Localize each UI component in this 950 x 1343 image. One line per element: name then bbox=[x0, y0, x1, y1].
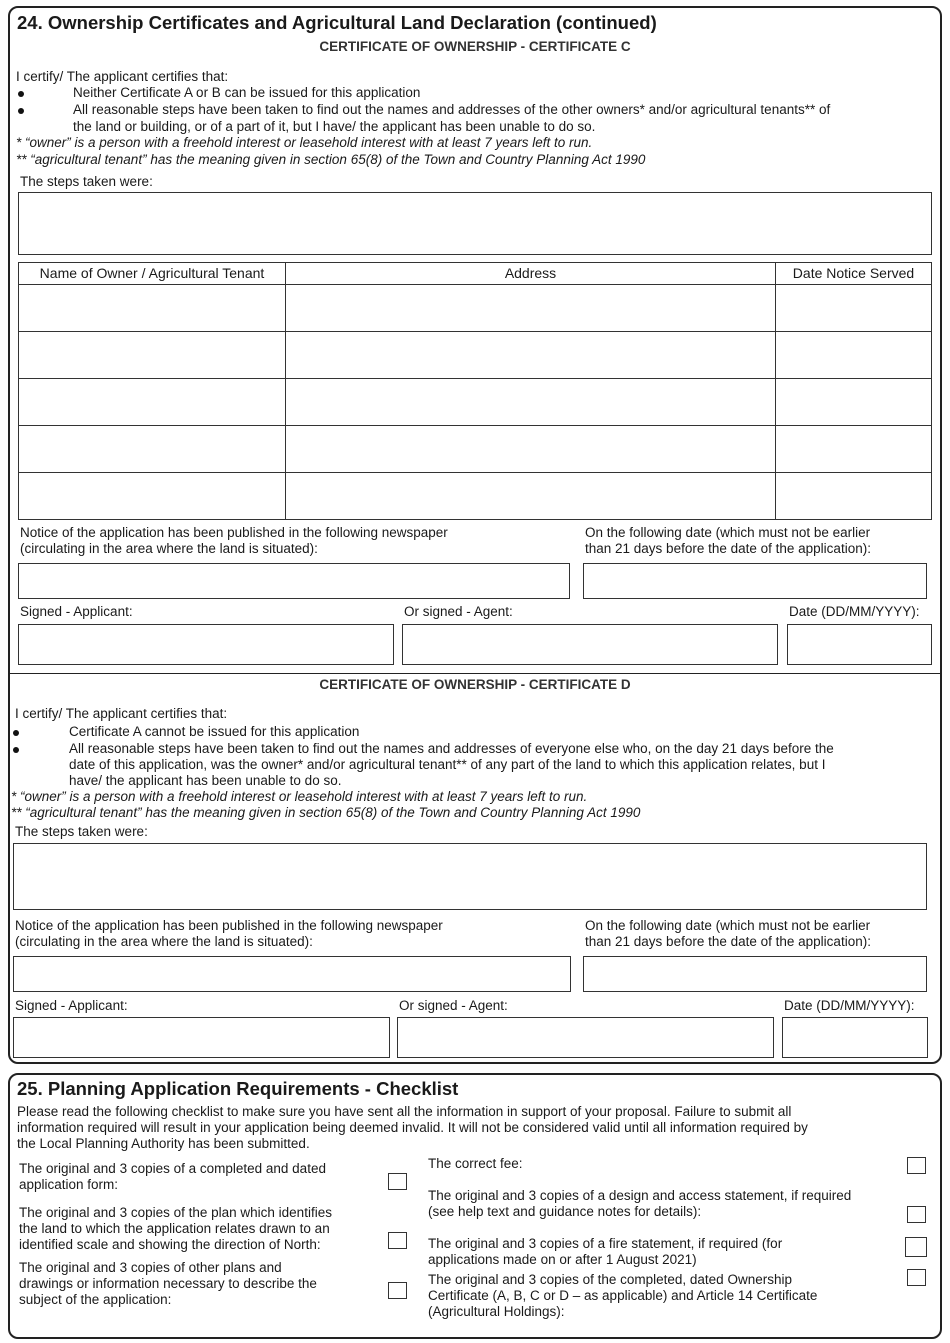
certificate-d-steps-input[interactable] bbox=[13, 843, 927, 910]
certificate-c-bullet-1: Neither Certificate A or B can be issued for this application bbox=[73, 85, 421, 100]
notice-date-cell[interactable] bbox=[776, 426, 932, 473]
certificate-d-signed-applicant-label: Signed - Applicant: bbox=[15, 998, 128, 1013]
checklist-item-fire-statement: The original and 3 copies of a fire statement, if required (for applications made on or after 1 August 2021) bbox=[428, 1236, 783, 1267]
notice-date-cell[interactable] bbox=[776, 379, 932, 426]
certificate-d-bullet-1: Certificate A cannot be issued for this application bbox=[69, 724, 360, 739]
certificate-c-signed-applicant-label: Signed - Applicant: bbox=[20, 604, 133, 619]
certificate-c-bullet-2-line-1: All reasonable steps have been taken to find out the names and addresses of the other owners* and/or agricultural tenants** of bbox=[73, 102, 831, 117]
certificate-c-publish-date-input[interactable] bbox=[583, 563, 927, 599]
certificate-d-applicant-signature-input[interactable] bbox=[13, 1017, 390, 1058]
owner-address-cell[interactable] bbox=[286, 426, 776, 473]
certificate-d-steps-label: The steps taken were: bbox=[15, 824, 148, 839]
owner-name-cell[interactable] bbox=[19, 379, 286, 426]
table-row bbox=[19, 473, 932, 520]
certificate-d-date-label-2: than 21 days before the date of the application): bbox=[585, 934, 871, 949]
correct-fee-checkbox[interactable] bbox=[907, 1157, 926, 1174]
checklist-item-other-plans: The original and 3 copies of other plans and drawings or information necessary to describe the subject of the application: bbox=[19, 1260, 317, 1307]
owner-name-cell[interactable] bbox=[19, 426, 286, 473]
owners-table bbox=[18, 262, 932, 520]
location-plan-checkbox[interactable] bbox=[388, 1232, 407, 1249]
certificate-d-heading: CERTIFICATE OF OWNERSHIP - CERTIFICATE D bbox=[319, 677, 631, 692]
checklist-intro-line-3: the Local Planning Authority has been submitted. bbox=[17, 1136, 310, 1151]
ownership-certificate-checkbox[interactable] bbox=[907, 1269, 926, 1286]
certificate-c-newspaper-label-1: Notice of the application has been published in the following newspaper bbox=[20, 525, 448, 540]
certificate-c-tenant-note: ** “agricultural tenant” has the meaning given in section 65(8) of the Town and Country Planning Act 1990 bbox=[16, 152, 646, 167]
owner-name-cell[interactable] bbox=[19, 285, 286, 332]
certificate-c-steps-label: The steps taken were: bbox=[20, 174, 153, 189]
application-form-checkbox[interactable] bbox=[388, 1173, 407, 1190]
owner-address-cell[interactable] bbox=[286, 285, 776, 332]
section-25-checklist bbox=[8, 1073, 942, 1339]
certificate-d-newspaper-label-2: (circulating in the area where the land is situated): bbox=[15, 934, 313, 949]
table-row bbox=[19, 285, 932, 332]
certificate-d-date-input[interactable] bbox=[782, 1017, 928, 1058]
certificate-c-owner-note: * “owner” is a person with a freehold interest or leasehold interest with at least 7 years left to run. bbox=[16, 135, 593, 150]
section-25-title: 25. Planning Application Requirements - Checklist bbox=[17, 1078, 459, 1099]
certificate-c-date-signed-label: Date (DD/MM/YYYY): bbox=[789, 604, 920, 619]
section-24-title: 24. Ownership Certificates and Agricultural Land Declaration (continued) bbox=[17, 12, 657, 33]
checklist-item-correct-fee: The correct fee: bbox=[428, 1156, 523, 1171]
certificate-d-newspaper-input[interactable] bbox=[13, 956, 571, 992]
owner-name-cell[interactable] bbox=[19, 473, 286, 520]
notice-date-cell[interactable] bbox=[776, 332, 932, 379]
certificate-c-date-input[interactable] bbox=[787, 624, 932, 665]
certificate-c-applicant-signature-input[interactable] bbox=[18, 624, 394, 665]
owners-table-header-name: Name of Owner / Agricultural Tenant bbox=[19, 263, 286, 285]
certificate-d-owner-note: * “owner” is a person with a freehold interest or leasehold interest with at least 7 years left to run. bbox=[11, 789, 588, 804]
notice-date-cell[interactable] bbox=[776, 473, 932, 520]
bullet-icon bbox=[18, 91, 24, 97]
owner-name-cell[interactable] bbox=[19, 332, 286, 379]
certificate-d-publish-date-input[interactable] bbox=[583, 956, 927, 992]
certificate-d-agent-signature-input[interactable] bbox=[397, 1017, 774, 1058]
bullet-icon bbox=[13, 730, 19, 736]
certificate-d-tenant-note: ** “agricultural tenant” has the meaning given in section 65(8) of the Town and Country Planning Act 1990 bbox=[11, 805, 641, 820]
checklist-intro-line-2: information required will result in your application being deemed invalid. It will not be considered valid until all information required by bbox=[17, 1120, 808, 1135]
certificate-d-intro: I certify/ The applicant certifies that: bbox=[15, 706, 228, 721]
certificate-c-bullet-2-line-2: the land or building, or of a part of it, but I have/ the applicant has been unable to do so. bbox=[73, 119, 596, 134]
checklist-item-ownership-certificate: The original and 3 copies of the completed, dated Ownership Certificate (A, B, C or D – as applicable) and Article 14 Certificate (Agricultural Holdings): bbox=[428, 1272, 818, 1319]
bullet-icon bbox=[18, 108, 24, 114]
divider bbox=[10, 673, 940, 674]
owners-table-header-address: Address bbox=[286, 263, 776, 285]
owner-address-cell[interactable] bbox=[286, 379, 776, 426]
owners-table-header-date: Date Notice Served bbox=[776, 263, 932, 285]
certificate-d-bullet-2-line-3: have/ the applicant has been unable to do so. bbox=[69, 773, 342, 788]
bullet-icon bbox=[13, 747, 19, 753]
certificate-d-newspaper-label-1: Notice of the application has been published in the following newspaper bbox=[15, 918, 443, 933]
design-access-statement-checkbox[interactable] bbox=[907, 1206, 926, 1223]
certificate-c-date-label-1: On the following date (which must not be earlier bbox=[585, 525, 871, 540]
certificate-c-agent-signature-input[interactable] bbox=[402, 624, 778, 665]
table-row bbox=[19, 332, 932, 379]
table-row bbox=[19, 426, 932, 473]
certificate-c-newspaper-input[interactable] bbox=[18, 563, 570, 599]
table-row bbox=[19, 379, 932, 426]
section-24-ownership-certificates bbox=[8, 6, 942, 1064]
certificate-d-signed-agent-label: Or signed - Agent: bbox=[399, 998, 508, 1013]
checklist-item-location-plan: The original and 3 copies of the plan which identifies the land to which the application relates drawn to an identified scale and showing the direction of North: bbox=[19, 1205, 332, 1252]
checklist-item-design-access-statement: The original and 3 copies of a design and access statement, if required (see help text and guidance notes for details): bbox=[428, 1188, 852, 1219]
checklist-item-application-form: The original and 3 copies of a completed and dated application form: bbox=[19, 1161, 326, 1192]
certificate-d-bullet-2-line-2: date of this application, was the owner* and/or agricultural tenant** of any part of the land to which this application relates, but I bbox=[69, 757, 826, 772]
certificate-c-heading: CERTIFICATE OF OWNERSHIP - CERTIFICATE C bbox=[319, 39, 631, 54]
certificate-c-steps-input[interactable] bbox=[18, 192, 932, 255]
certificate-d-bullet-2-line-1: All reasonable steps have been taken to find out the names and addresses of everyone else who, on the day 21 days before the bbox=[69, 741, 834, 756]
certificate-c-intro: I certify/ The applicant certifies that: bbox=[16, 69, 229, 84]
checklist-intro-line-1: Please read the following checklist to make sure you have sent all the information in support of your proposal. Failure to submit all bbox=[17, 1104, 792, 1119]
owner-address-cell[interactable] bbox=[286, 473, 776, 520]
certificate-c-newspaper-label-2: (circulating in the area where the land is situated): bbox=[20, 541, 318, 556]
certificate-c-date-label-2: than 21 days before the date of the application): bbox=[585, 541, 871, 556]
other-plans-checkbox[interactable] bbox=[388, 1282, 407, 1299]
owner-address-cell[interactable] bbox=[286, 332, 776, 379]
certificate-c-signed-agent-label: Or signed - Agent: bbox=[404, 604, 513, 619]
certificate-d-date-label-1: On the following date (which must not be earlier bbox=[585, 918, 871, 933]
fire-statement-checkbox[interactable] bbox=[905, 1237, 927, 1257]
certificate-d-date-signed-label: Date (DD/MM/YYYY): bbox=[784, 998, 915, 1013]
notice-date-cell[interactable] bbox=[776, 285, 932, 332]
